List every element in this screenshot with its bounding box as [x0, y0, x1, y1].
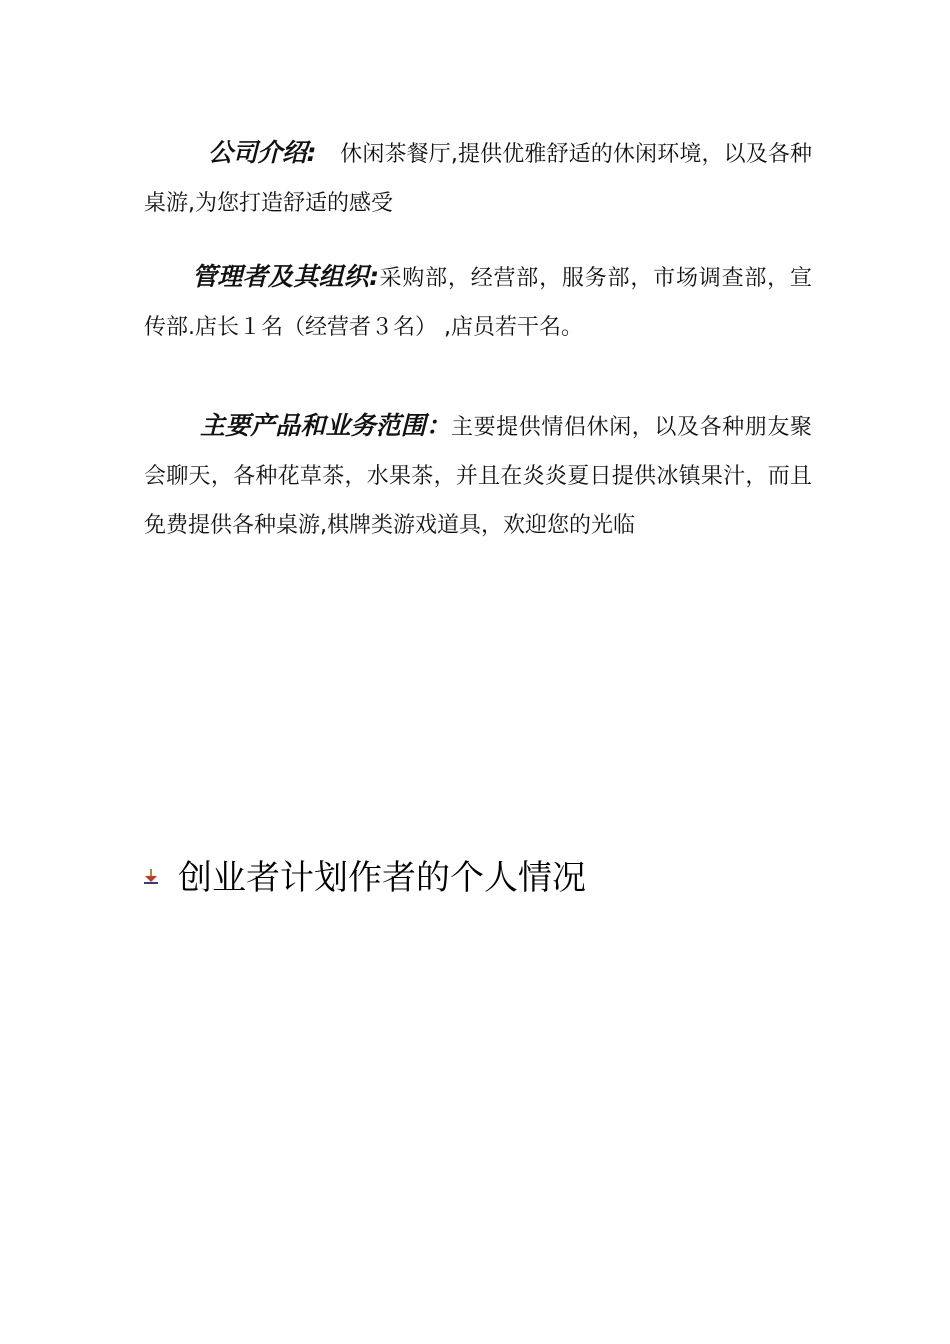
products-paragraph	[144, 401, 812, 550]
products-label: 主要产品和业务范围：	[200, 411, 451, 440]
management-label: 管理者及其组织:	[192, 262, 379, 291]
company-intro-text: 休闲茶餐厅,提供优雅舒适的休闲环境，以及各种桌游,为您打造舒适的感受	[144, 142, 813, 216]
management-paragraph	[144, 252, 812, 352]
section-heading-text: 创业者计划作者的个人情况	[178, 857, 586, 898]
founder-section-heading	[144, 848, 586, 900]
products-text: 主要提供情侣休闲，以及各种朋友聚会聊天，各种花草茶，水果茶，并且在炎炎夏日提供冰镇果汁，而且免费提供各种桌游,棋牌类游戏道具，欢迎您的光临	[144, 415, 812, 538]
management-text: 采购部，经营部，服务部，市场调查部，宣传部.店长１名（经营者３名） ,店员若干名。	[144, 266, 812, 340]
arrow-down-bullet-icon	[144, 869, 158, 885]
company-intro-paragraph	[144, 128, 812, 228]
company-intro-label: 公司介绍:	[208, 138, 317, 167]
